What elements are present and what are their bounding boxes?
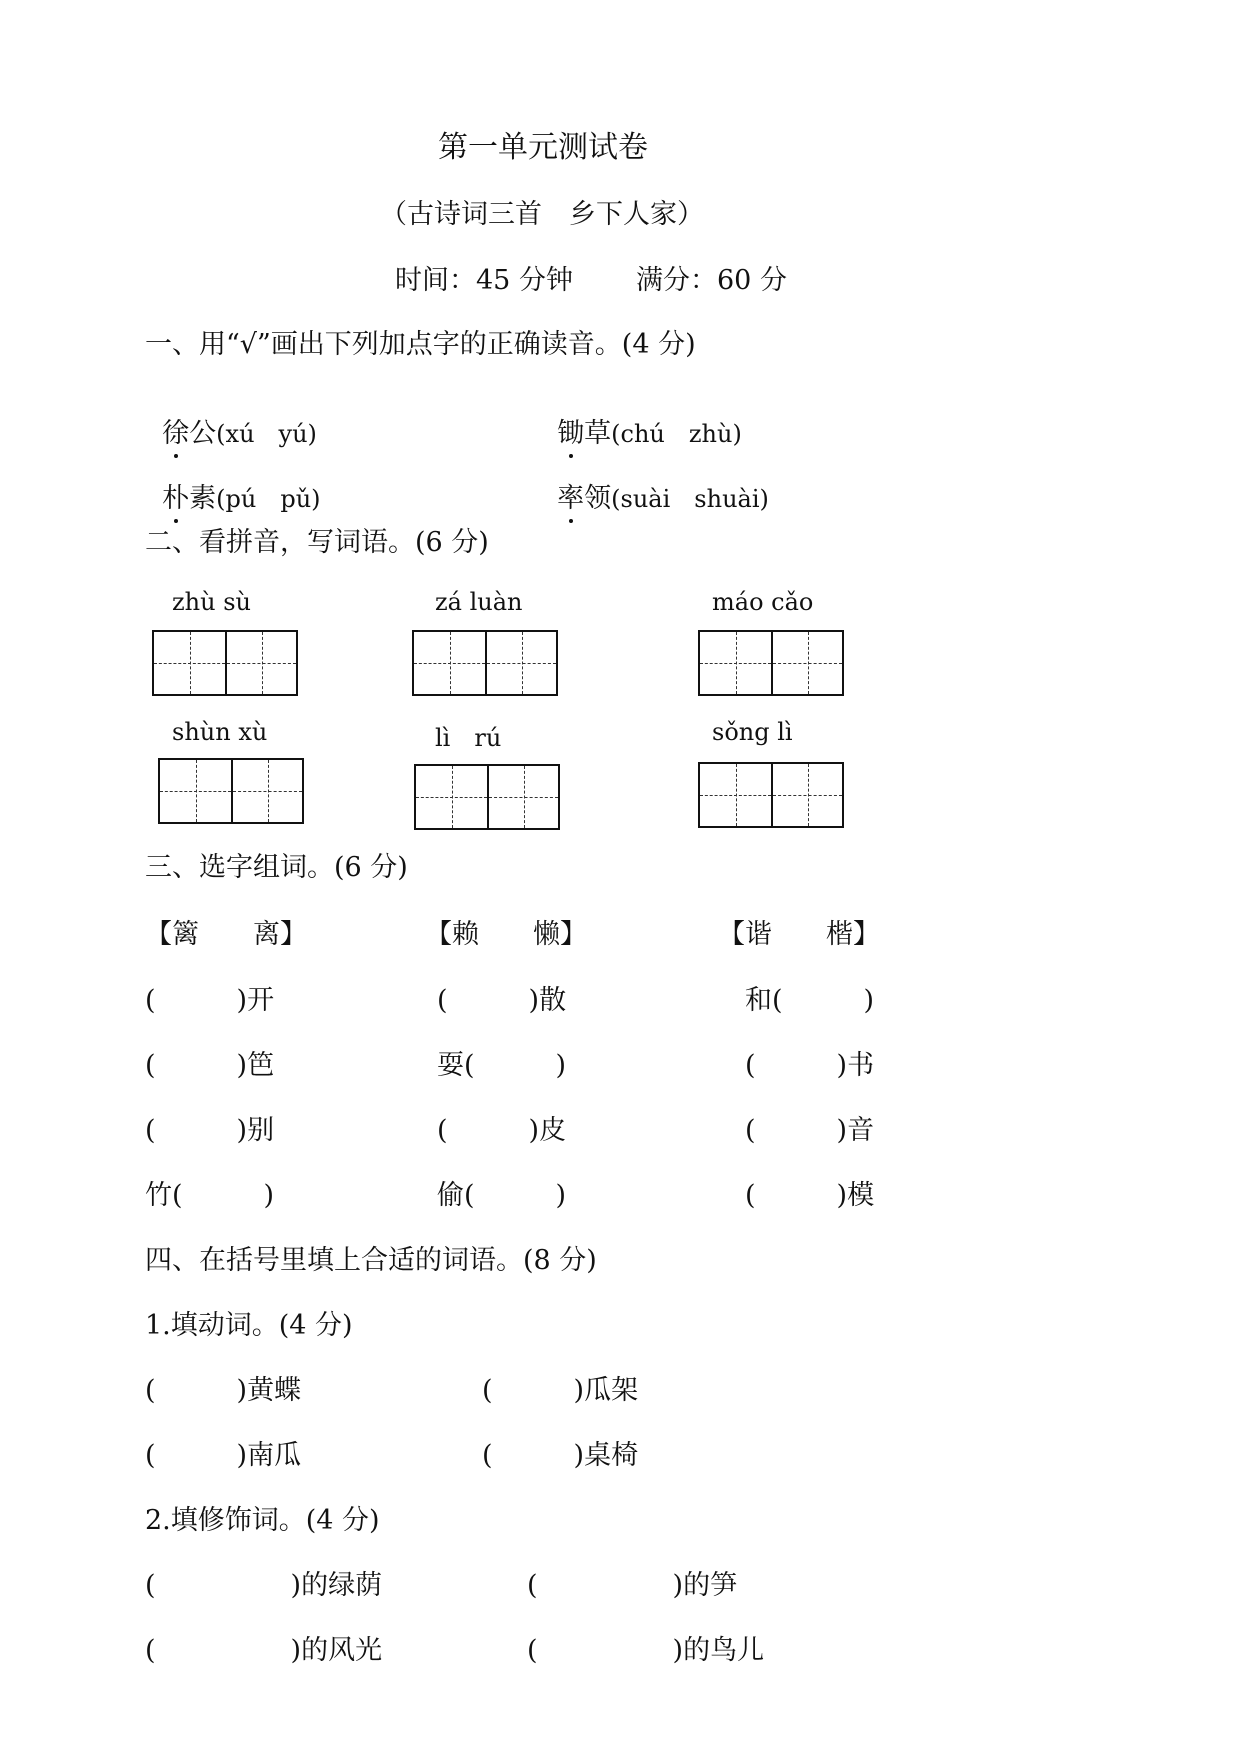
grid-cell[interactable] <box>485 632 556 694</box>
fill-blank[interactable]: ( )的风光 <box>145 1635 383 1666</box>
grid-cell[interactable] <box>487 766 558 828</box>
writing-grid[interactable] <box>414 764 560 830</box>
grid-cell[interactable] <box>416 766 487 828</box>
grid-cell[interactable] <box>700 764 771 826</box>
pinyin-label: zhù sù <box>172 588 251 616</box>
reading-item <box>145 445 321 515</box>
writing-grid[interactable] <box>698 630 844 696</box>
fill-blank[interactable]: ( )瓜架 <box>482 1375 639 1406</box>
grid-cell[interactable] <box>414 632 485 694</box>
word-blank[interactable]: ( )散 <box>437 985 567 1016</box>
word-blank[interactable]: ( )笆 <box>145 1050 275 1081</box>
word-blank[interactable]: ( )皮 <box>437 1115 567 1146</box>
grid-cell[interactable] <box>154 632 225 694</box>
section2-heading: 二、看拼音，写词语。(6 分) <box>145 527 489 558</box>
pinyin-label: sǒng lì <box>712 718 793 746</box>
section4-heading: 四、在括号里填上合适的词语。(8 分) <box>145 1245 597 1276</box>
char-group: 【赖 懒】 <box>425 919 587 950</box>
grid-cell[interactable] <box>771 632 842 694</box>
word-blank[interactable]: 和( ) <box>745 985 875 1016</box>
word-blank[interactable]: ( )开 <box>145 985 275 1016</box>
pinyin-label: lì rú <box>435 724 502 752</box>
word-blank[interactable]: ( )书 <box>745 1050 875 1081</box>
pinyin-label: zá luàn <box>435 588 523 616</box>
item-char: 公 <box>189 418 217 449</box>
item-char: 素 <box>189 483 217 514</box>
page-subtitle: （古诗词三首 乡下人家） <box>380 199 704 230</box>
page-title: 第一单元测试卷 <box>438 130 648 165</box>
char-group: 【篱 离】 <box>145 919 307 950</box>
grid-cell[interactable] <box>231 760 302 822</box>
fill-blank[interactable]: ( )桌椅 <box>482 1440 639 1471</box>
dotted-char: 徐 <box>162 411 189 450</box>
reading-item <box>540 380 742 450</box>
writing-grid[interactable] <box>698 762 844 828</box>
pinyin-options: (suài shuài) <box>611 485 769 513</box>
section3-heading: 三、选字组词。(6 分) <box>145 852 408 883</box>
time-info: 时间：45 分钟 <box>395 265 573 296</box>
word-blank[interactable]: 耍( ) <box>437 1050 567 1081</box>
pinyin-options: (chú zhù) <box>611 420 742 448</box>
dotted-char: 朴 <box>162 476 189 515</box>
pinyin-options: (xú yú) <box>216 420 317 448</box>
part1-heading: 1.填动词。(4 分) <box>145 1310 353 1341</box>
section1-heading: 一、用“√”画出下列加点字的正确读音。(4 分) <box>145 329 696 360</box>
pinyin-label: shùn xù <box>172 718 268 746</box>
writing-grid[interactable] <box>152 630 298 696</box>
pinyin-options: (pú pǔ) <box>216 485 321 513</box>
fill-blank[interactable]: ( )黄蝶 <box>145 1375 302 1406</box>
writing-grid[interactable] <box>412 630 558 696</box>
fill-blank[interactable]: ( )的绿荫 <box>145 1570 383 1601</box>
dotted-char: 锄 <box>557 411 584 450</box>
dotted-char: 率 <box>557 476 584 515</box>
reading-item <box>145 380 317 450</box>
score-info: 满分：60 分 <box>636 265 787 296</box>
grid-cell[interactable] <box>700 632 771 694</box>
word-blank[interactable]: ( )别 <box>145 1115 275 1146</box>
part2-heading: 2.填修饰词。(4 分) <box>145 1505 380 1536</box>
grid-cell[interactable] <box>225 632 296 694</box>
item-char: 领 <box>584 483 612 514</box>
char-group: 【谐 楷】 <box>718 919 880 950</box>
word-blank[interactable]: ( )模 <box>745 1180 875 1211</box>
grid-cell[interactable] <box>771 764 842 826</box>
pinyin-label: máo cǎo <box>712 588 814 616</box>
fill-blank[interactable]: ( )南瓜 <box>145 1440 302 1471</box>
reading-item <box>540 445 769 515</box>
fill-blank[interactable]: ( )的笋 <box>527 1570 738 1601</box>
fill-blank[interactable]: ( )的鸟儿 <box>527 1635 765 1666</box>
item-char: 草 <box>584 418 612 449</box>
grid-cell[interactable] <box>160 760 231 822</box>
word-blank[interactable]: 偷( ) <box>437 1180 567 1211</box>
word-blank[interactable]: 竹( ) <box>145 1180 275 1211</box>
writing-grid[interactable] <box>158 758 304 824</box>
word-blank[interactable]: ( )音 <box>745 1115 875 1146</box>
